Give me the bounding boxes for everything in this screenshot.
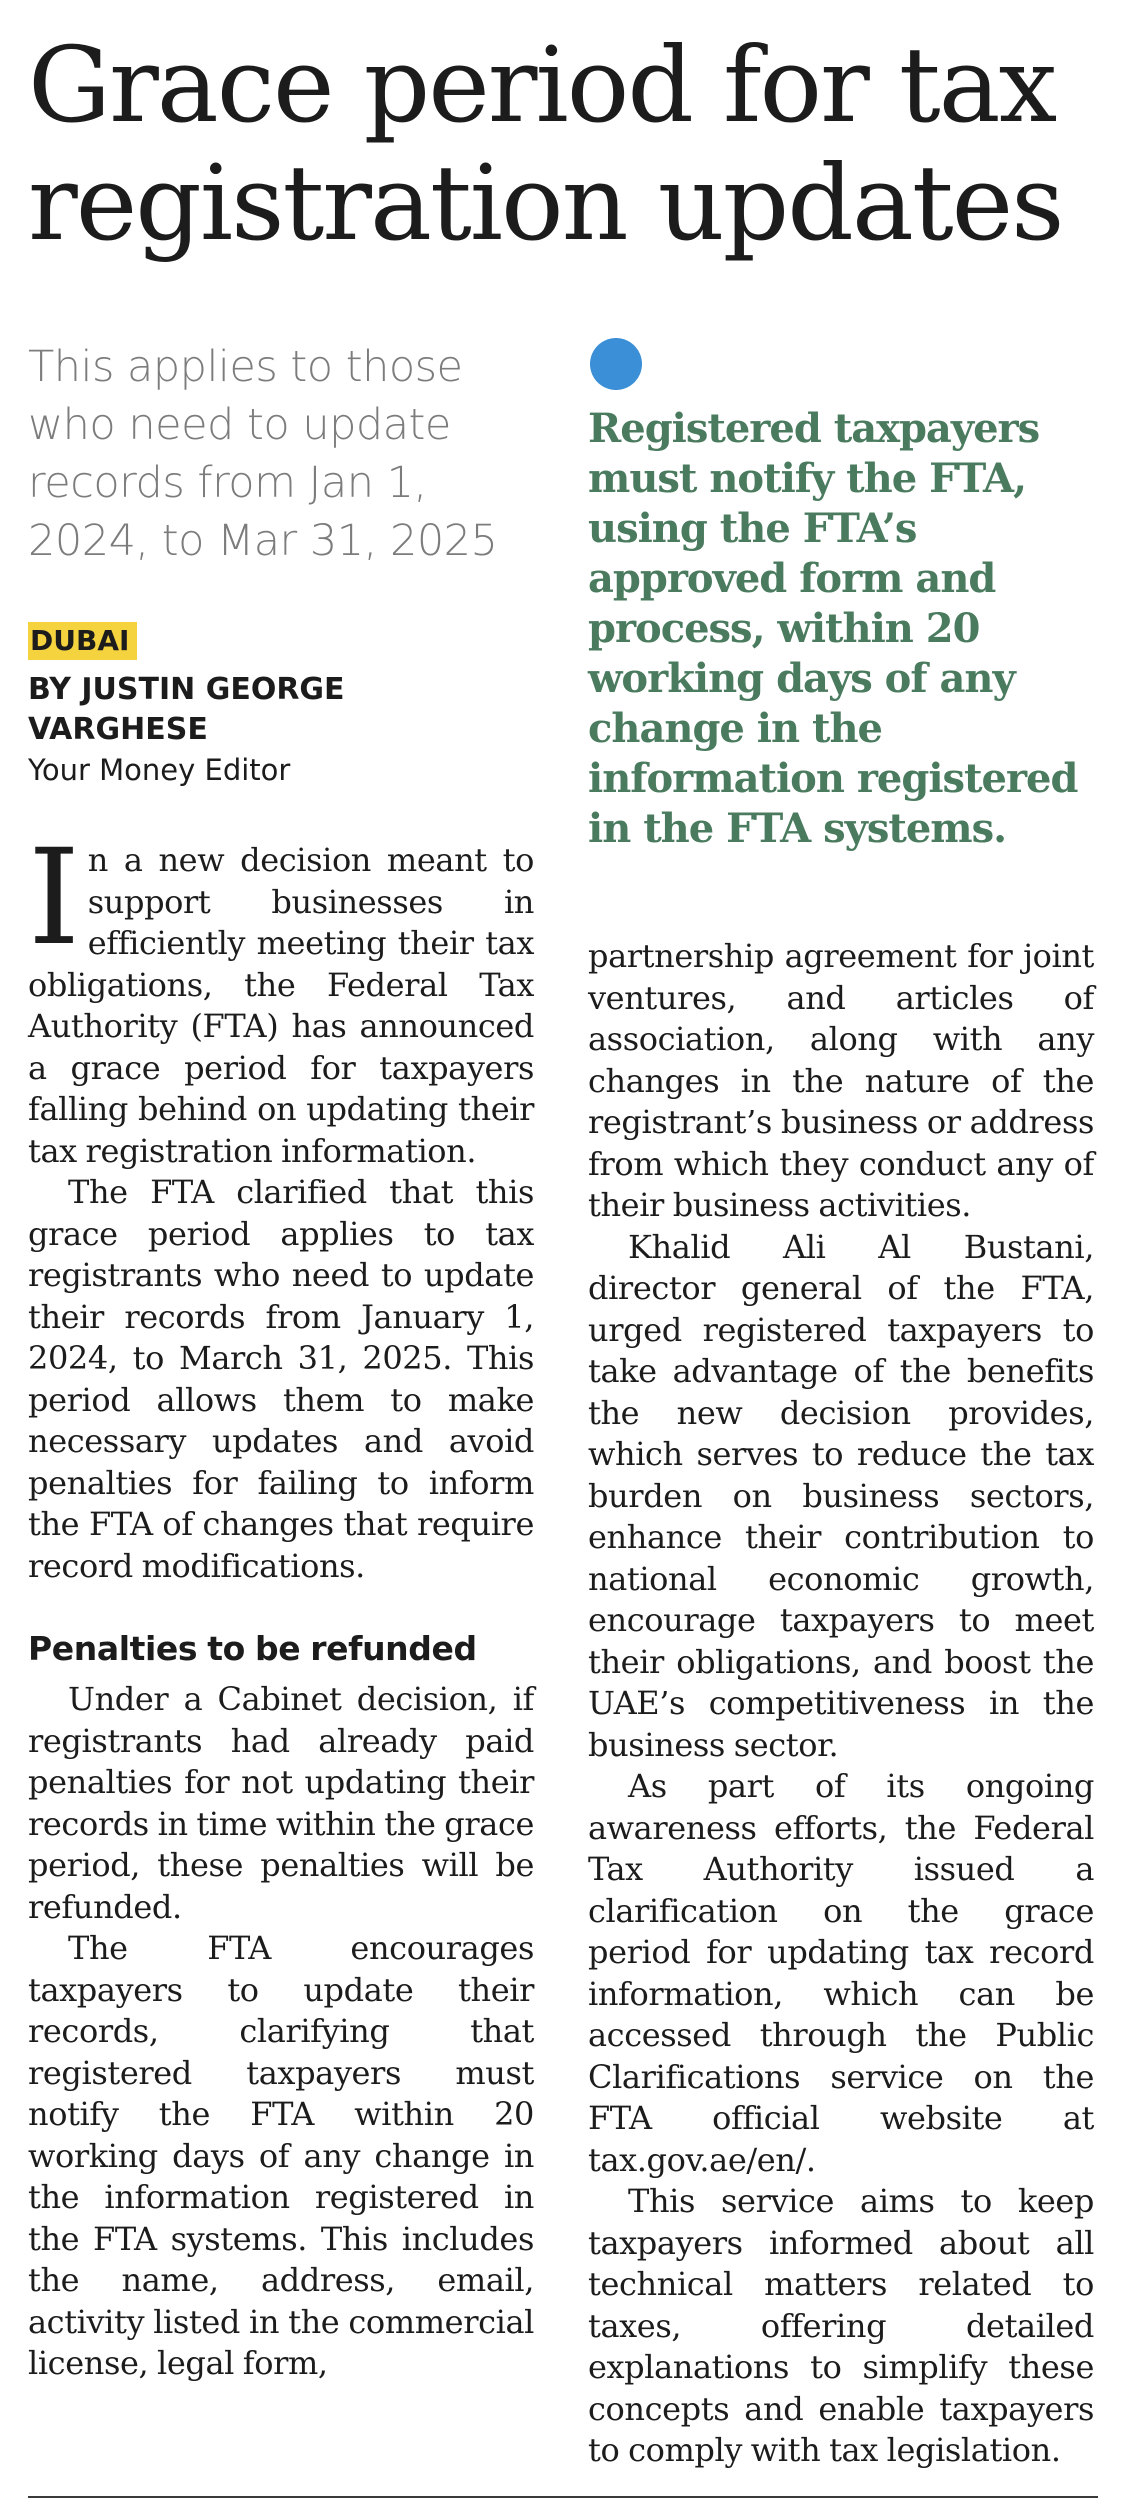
paragraph-3: Under a Cabinet decision, if registrants had already paid penalties for not updating their records in time within the grace period, these penalties will be refunded. [28,1680,534,1926]
paragraph-8: This service aims to keep taxpayers informed about all technical matters related to taxes, offering detailed explanations to simplify these concepts and enable taxpayers to comply with tax legislation. [588,2182,1094,2469]
paragraph-5: partnership agreement for joint ventures, and articles of association, along with any changes in the nature of the registrant’s business or address from which they conduct any of their business activities. [588,937,1094,1224]
left-column [28,338,534,2385]
pull-quote: Registered taxpayers must notify the FTA, using the FTA’s approved form and process, within 20 working days of any change in the information registered in the FTA systems. [588,405,1078,852]
subhead: Penalties to be refunded [28,1629,477,1668]
paragraph-1-text: n a new decision meant to support businesses in efficiently meeting their tax obligations, the Federal Tax Authority (FTA) has announced a grace period for taxpayers falling behind on updating their tax registration information. [28,841,534,1170]
paragraph-7: As part of its ongoing awareness efforts, the Federal Tax Authority issued a clarification on the grace period for updating tax record information, which can be accessed through the Public Clarifications service on the FTA official website at tax.gov.ae/en/. [588,1767,1094,2179]
byline: BY JUSTIN GEORGE VARGHESE [28,672,345,747]
paragraph-1 [28,821,534,1172]
drop-cap: I [28,821,80,975]
paragraph-4: The FTA encourages taxpayers to update their records, clarifying that registered taxpayers must notify the FTA within 20 working days of any change in the information registered in the FTA systems. This includes the name, address, email, activity listed in the commercial license, legal form, [28,1929,534,2382]
paragraph-6: Khalid Ali Al Bustani, director general of the FTA, urged registered taxpayers to take advantage of the benefits the new decision provides, which serves to reduce the tax burden on business sectors, enhance their contribution to national economic growth, encourage taxpayers to meet their obligations, and boost the UAE’s competitiveness in the business sector. [588,1227,1094,1764]
right-column [588,338,1094,2472]
headline: Grace period for tax registration updates [28,24,1063,264]
standfirst: This applies to those who need to update records from Jan 1, 2024, to Mar 31, 2025 [28,342,498,566]
dateline: DUBAI [28,622,137,660]
byline-role: Your Money Editor [28,753,291,787]
bottom-divider [28,2496,1098,2498]
dateline-wrapper [28,622,534,660]
paragraph-2: The FTA clarified that this grace period applies to tax registrants who need to update their records from January 1, 2024, to March 31, 2025. This period allows them to make necessary updates and avoid penalties for failing to inform the FTA of changes that require record modifications. [28,1173,534,1585]
article-body-left [28,821,534,2385]
article-body-right [588,936,1094,2472]
blue-dot-icon [590,338,642,390]
